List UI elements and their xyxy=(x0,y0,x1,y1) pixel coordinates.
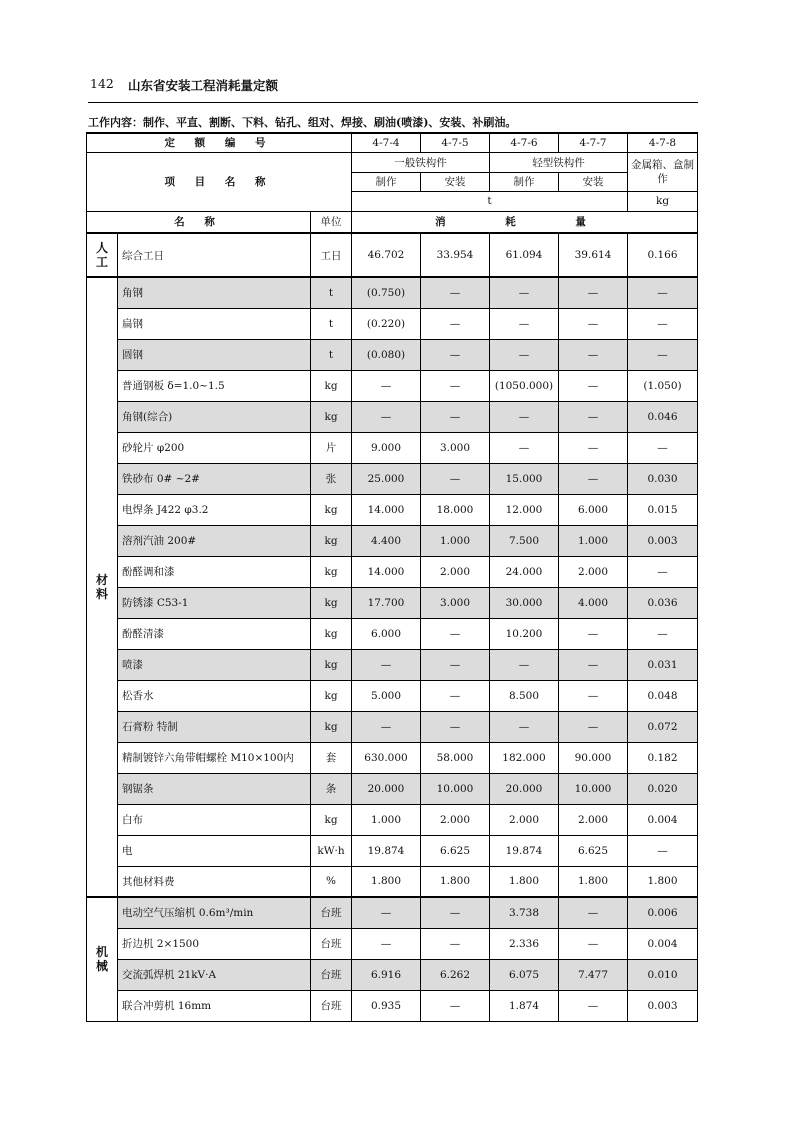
item-value: 18.000 xyxy=(421,494,490,525)
item-value: 10.000 xyxy=(559,773,628,804)
item-value: 2.000 xyxy=(559,556,628,587)
item-value: — xyxy=(421,680,490,711)
item-value: — xyxy=(628,835,698,866)
item-value: 0.020 xyxy=(628,773,698,804)
quota-code: 4-7-7 xyxy=(559,133,628,152)
item-value: — xyxy=(559,277,628,308)
item-value: — xyxy=(490,649,559,680)
item-value: — xyxy=(559,680,628,711)
table-row xyxy=(87,308,698,339)
item-value: 0.004 xyxy=(628,804,698,835)
item-value: — xyxy=(628,556,698,587)
item-value: 6.262 xyxy=(421,959,490,990)
item-value: — xyxy=(559,432,628,463)
consumption-label: 消 耗 量 xyxy=(352,211,698,233)
item-unit: t xyxy=(311,277,352,308)
quota-code-label: 定 额 编 号 xyxy=(87,133,352,152)
item-value: — xyxy=(559,928,628,959)
item-unit: 工日 xyxy=(311,233,352,277)
table-row xyxy=(87,587,698,618)
column-header-row xyxy=(87,211,698,233)
item-value: 30.000 xyxy=(490,587,559,618)
item-value: — xyxy=(559,308,628,339)
item-name: 联合冲剪机 16mm xyxy=(118,990,311,1021)
item-value: — xyxy=(628,277,698,308)
category-material: 材料 xyxy=(87,277,118,897)
item-value: 20.000 xyxy=(352,773,421,804)
item-unit: kg xyxy=(311,587,352,618)
item-value: 6.000 xyxy=(559,494,628,525)
item-value: — xyxy=(559,618,628,649)
item-name: 折边机 2×1500 xyxy=(118,928,311,959)
item-value: — xyxy=(490,277,559,308)
quota-code: 4-7-6 xyxy=(490,133,559,152)
item-unit: kg xyxy=(311,401,352,432)
item-name: 圆钢 xyxy=(118,339,311,370)
book-title: 山东省安装工程消耗量定额 xyxy=(128,78,279,93)
table-row xyxy=(87,494,698,525)
item-value: 19.874 xyxy=(490,835,559,866)
item-value: 15.000 xyxy=(490,463,559,494)
table-row xyxy=(87,711,698,742)
item-value: 39.614 xyxy=(559,233,628,277)
item-unit: % xyxy=(311,866,352,897)
item-name: 电焊条 J422 φ3.2 xyxy=(118,494,311,525)
quota-code: 4-7-8 xyxy=(628,133,698,152)
quota-code-row xyxy=(87,133,698,152)
item-value: — xyxy=(559,897,628,928)
item-value: 3.000 xyxy=(421,432,490,463)
item-value: 58.000 xyxy=(421,742,490,773)
item-value: 0.048 xyxy=(628,680,698,711)
item-value: 0.031 xyxy=(628,649,698,680)
item-unit: kg xyxy=(311,804,352,835)
item-name: 铁砂布 0# ~2# xyxy=(118,463,311,494)
quota-table xyxy=(86,132,698,1022)
item-value: — xyxy=(421,928,490,959)
item-value: 0.046 xyxy=(628,401,698,432)
item-value: — xyxy=(421,401,490,432)
item-value: — xyxy=(628,339,698,370)
measure-unit-kg: kg xyxy=(628,191,698,211)
item-value: — xyxy=(559,463,628,494)
item-value: — xyxy=(421,897,490,928)
item-value: 14.000 xyxy=(352,556,421,587)
item-value: 14.000 xyxy=(352,494,421,525)
item-unit: 张 xyxy=(311,463,352,494)
item-name: 交流弧焊机 21kV·A xyxy=(118,959,311,990)
item-value: 90.000 xyxy=(559,742,628,773)
item-value: 1.800 xyxy=(490,866,559,897)
name-label: 名 称 xyxy=(87,211,311,233)
item-unit: 台班 xyxy=(311,897,352,928)
item-value: 10.000 xyxy=(421,773,490,804)
group-metal-box: 金属箱、盒制作 xyxy=(628,152,698,191)
item-value: 0.935 xyxy=(352,990,421,1021)
item-value: — xyxy=(421,990,490,1021)
item-name: 石膏粉 特制 xyxy=(118,711,311,742)
item-unit: kg xyxy=(311,370,352,401)
sub-header: 安装 xyxy=(421,172,490,191)
item-value: — xyxy=(352,649,421,680)
item-value: — xyxy=(490,308,559,339)
item-unit: kg xyxy=(311,494,352,525)
item-value: 10.200 xyxy=(490,618,559,649)
item-value: 2.000 xyxy=(421,804,490,835)
table-row xyxy=(87,804,698,835)
work-content: 工作内容：制作、平直、割断、下料、钻孔、组对、焊接、刷油(喷漆)、安装、补刷油。 xyxy=(88,116,517,129)
item-name: 松香水 xyxy=(118,680,311,711)
item-value: 17.700 xyxy=(352,587,421,618)
item-value: (1.050) xyxy=(628,370,698,401)
item-value: (0.750) xyxy=(352,277,421,308)
item-value: — xyxy=(421,370,490,401)
table-row xyxy=(87,525,698,556)
item-value: — xyxy=(490,339,559,370)
item-name: 钢锯条 xyxy=(118,773,311,804)
quota-code: 4-7-5 xyxy=(421,133,490,152)
group-light-iron: 轻型铁构件 xyxy=(490,152,628,172)
item-value: — xyxy=(421,339,490,370)
table-row xyxy=(87,990,698,1021)
table-row xyxy=(87,233,698,277)
item-value: 0.182 xyxy=(628,742,698,773)
item-value: — xyxy=(628,432,698,463)
item-unit: kg xyxy=(311,649,352,680)
item-value: — xyxy=(490,401,559,432)
item-unit: kg xyxy=(311,618,352,649)
item-unit: kg xyxy=(311,525,352,556)
item-value: — xyxy=(559,370,628,401)
item-value: — xyxy=(421,649,490,680)
item-unit: kg xyxy=(311,711,352,742)
item-unit: t xyxy=(311,308,352,339)
table-row xyxy=(87,959,698,990)
item-value: 7.500 xyxy=(490,525,559,556)
sub-header: 安装 xyxy=(559,172,628,191)
item-name: 电 xyxy=(118,835,311,866)
item-name: 综合工日 xyxy=(118,233,311,277)
item-value: 6.625 xyxy=(559,835,628,866)
item-unit: 台班 xyxy=(311,928,352,959)
item-name: 角钢(综合) xyxy=(118,401,311,432)
item-value: 0.030 xyxy=(628,463,698,494)
item-value: 1.874 xyxy=(490,990,559,1021)
sub-header: 制作 xyxy=(490,172,559,191)
sub-header: 制作 xyxy=(352,172,421,191)
item-value: 2.000 xyxy=(490,804,559,835)
table-row xyxy=(87,742,698,773)
item-value: 2.000 xyxy=(421,556,490,587)
table-row xyxy=(87,773,698,804)
item-value: — xyxy=(352,711,421,742)
item-value: 12.000 xyxy=(490,494,559,525)
item-value: 0.006 xyxy=(628,897,698,928)
table-row xyxy=(87,432,698,463)
table-row xyxy=(87,556,698,587)
table-row xyxy=(87,928,698,959)
table-row xyxy=(87,618,698,649)
item-value: — xyxy=(421,711,490,742)
item-value: — xyxy=(352,897,421,928)
item-value: 19.874 xyxy=(352,835,421,866)
item-value: — xyxy=(559,401,628,432)
table-row xyxy=(87,680,698,711)
item-unit: 条 xyxy=(311,773,352,804)
item-value: 6.000 xyxy=(352,618,421,649)
item-value: — xyxy=(559,339,628,370)
item-name: 防锈漆 C53-1 xyxy=(118,587,311,618)
item-unit: kW·h xyxy=(311,835,352,866)
item-name: 溶剂汽油 200# xyxy=(118,525,311,556)
item-value: 3.738 xyxy=(490,897,559,928)
item-value: 1.800 xyxy=(559,866,628,897)
item-value: 0.003 xyxy=(628,990,698,1021)
item-name-label: 项 目 名 称 xyxy=(87,152,352,211)
item-value: — xyxy=(352,928,421,959)
item-value: 1.000 xyxy=(559,525,628,556)
item-unit: kg xyxy=(311,556,352,587)
item-value: 1.800 xyxy=(628,866,698,897)
group-header-row xyxy=(87,152,698,172)
item-unit: t xyxy=(311,339,352,370)
item-value: 4.000 xyxy=(559,587,628,618)
item-value: (0.220) xyxy=(352,308,421,339)
item-value: — xyxy=(628,618,698,649)
item-value: 33.954 xyxy=(421,233,490,277)
table-row xyxy=(87,866,698,897)
item-value: 0.036 xyxy=(628,587,698,618)
item-value: 0.004 xyxy=(628,928,698,959)
item-unit: 套 xyxy=(311,742,352,773)
item-value: 0.072 xyxy=(628,711,698,742)
item-unit: 台班 xyxy=(311,959,352,990)
category-machine: 机械 xyxy=(87,897,118,1021)
item-value: 4.400 xyxy=(352,525,421,556)
item-value: — xyxy=(559,649,628,680)
item-value: (1050.000) xyxy=(490,370,559,401)
item-value: — xyxy=(421,308,490,339)
item-value: 1.800 xyxy=(352,866,421,897)
item-value: 61.094 xyxy=(490,233,559,277)
group-general-iron: 一般铁构件 xyxy=(352,152,490,172)
item-value: 46.702 xyxy=(352,233,421,277)
item-name: 电动空气压缩机 0.6m³/min xyxy=(118,897,311,928)
item-value: 0.166 xyxy=(628,233,698,277)
item-name: 角钢 xyxy=(118,277,311,308)
page-header xyxy=(88,74,698,103)
table-row xyxy=(87,897,698,928)
item-unit: 台班 xyxy=(311,990,352,1021)
table-row xyxy=(87,339,698,370)
item-value: 0.010 xyxy=(628,959,698,990)
item-value: 25.000 xyxy=(352,463,421,494)
item-name: 扁钢 xyxy=(118,308,311,339)
item-value: (0.080) xyxy=(352,339,421,370)
item-value: 2.000 xyxy=(559,804,628,835)
page-number: 142 xyxy=(90,76,114,91)
table-row xyxy=(87,370,698,401)
table-row xyxy=(87,463,698,494)
item-value: — xyxy=(421,618,490,649)
item-name: 酚醛调和漆 xyxy=(118,556,311,587)
item-value: 2.336 xyxy=(490,928,559,959)
item-name: 其他材料费 xyxy=(118,866,311,897)
item-value: 6.625 xyxy=(421,835,490,866)
item-value: 7.477 xyxy=(559,959,628,990)
table-row xyxy=(87,277,698,308)
item-value: 6.916 xyxy=(352,959,421,990)
item-name: 砂轮片 φ200 xyxy=(118,432,311,463)
item-value: 20.000 xyxy=(490,773,559,804)
item-value: 3.000 xyxy=(421,587,490,618)
table-row xyxy=(87,649,698,680)
item-name: 酚醛清漆 xyxy=(118,618,311,649)
item-name: 喷漆 xyxy=(118,649,311,680)
item-value: 630.000 xyxy=(352,742,421,773)
item-unit: kg xyxy=(311,680,352,711)
item-value: — xyxy=(421,463,490,494)
item-value: 9.000 xyxy=(352,432,421,463)
item-value: — xyxy=(490,711,559,742)
item-value: 8.500 xyxy=(490,680,559,711)
table-row xyxy=(87,401,698,432)
item-name: 精制镀锌六角带帽螺栓 M10×100内 xyxy=(118,742,311,773)
item-value: 0.015 xyxy=(628,494,698,525)
item-value: 1.000 xyxy=(352,804,421,835)
item-name: 白布 xyxy=(118,804,311,835)
table-row xyxy=(87,835,698,866)
item-value: — xyxy=(421,277,490,308)
item-name: 普通钢板 δ=1.0~1.5 xyxy=(118,370,311,401)
item-unit: 片 xyxy=(311,432,352,463)
unit-label: 单位 xyxy=(311,211,352,233)
item-value: 0.003 xyxy=(628,525,698,556)
item-value: — xyxy=(490,432,559,463)
item-value: — xyxy=(559,711,628,742)
category-labor: 人工 xyxy=(87,233,118,277)
item-value: 6.075 xyxy=(490,959,559,990)
item-value: 1.800 xyxy=(421,866,490,897)
item-value: — xyxy=(628,308,698,339)
item-value: 1.000 xyxy=(421,525,490,556)
item-value: — xyxy=(559,990,628,1021)
item-value: — xyxy=(352,370,421,401)
item-value: 5.000 xyxy=(352,680,421,711)
measure-unit-t: t xyxy=(352,191,628,211)
item-value: — xyxy=(352,401,421,432)
item-value: 182.000 xyxy=(490,742,559,773)
item-value: 24.000 xyxy=(490,556,559,587)
quota-code: 4-7-4 xyxy=(352,133,421,152)
